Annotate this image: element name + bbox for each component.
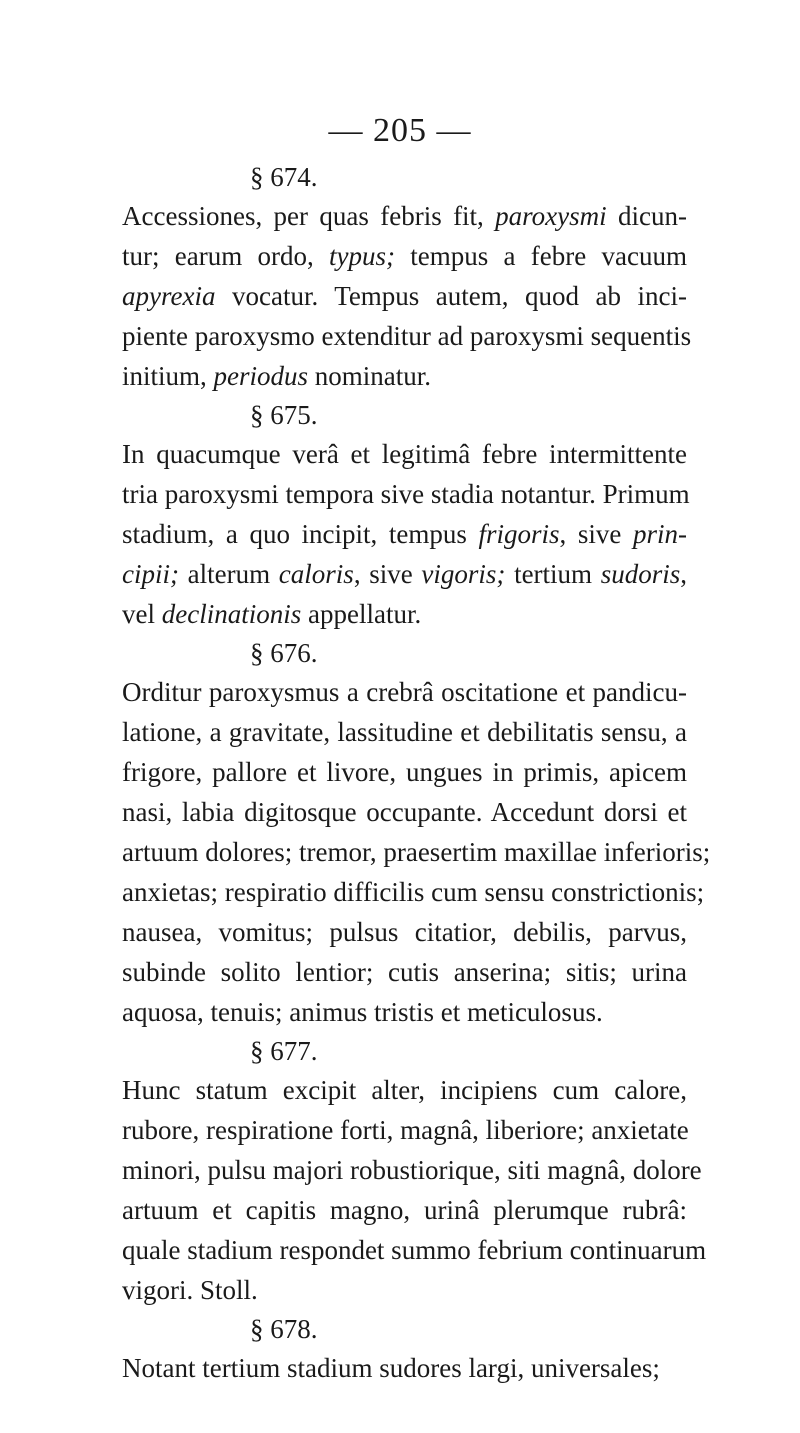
text-line: stadium, a quo incipit, tempus frigoris, sive prin-: [122, 519, 687, 549]
text-line: subinde solito lentior; cutis anserina; sitis; urina: [122, 957, 687, 987]
italic-term: frigoris: [478, 519, 560, 549]
text-line: latione, a gravitate, lassitudine et debilitatis sensu, a: [122, 717, 687, 747]
italic-term: typus;: [329, 241, 395, 271]
italic-term: cipii;: [122, 559, 179, 589]
text-line: apyrexia vocatur. Tempus autem, quod ab inci-: [122, 281, 687, 311]
section-heading: § 676.: [250, 638, 318, 668]
text-line: nausea, vomitus; pulsus citatior, debilis, parvus,: [122, 917, 687, 947]
text-line: Notant tertium stadium sudores largi, universales;: [122, 1353, 660, 1383]
text-line: initium, periodus nominatur.: [122, 361, 432, 391]
italic-term: prin-: [633, 519, 687, 549]
text-line: piente paroxysmo extenditur ad paroxysmi sequentis: [122, 321, 692, 351]
section-heading: § 674.: [250, 162, 318, 192]
body-text: [122, 158, 711, 1388]
italic-term: declinationis: [161, 599, 302, 629]
text-line: Accessiones, per quas febris fit, paroxysmi dicun-: [122, 201, 687, 231]
section-heading: § 678.: [250, 1314, 318, 1344]
text-line: frigore, pallore et livore, ungues in primis, apicem: [122, 757, 687, 787]
page-number: — 205 —: [328, 112, 472, 149]
text-line: aquosa, tenuis; animus tristis et meticulosus.: [122, 997, 603, 1027]
text-line: vel declinationis appellatur.: [122, 599, 422, 629]
text-line: vigori. Stoll.: [122, 1275, 258, 1305]
text-line: cipii; alterum caloris, sive vigoris; tertium sudoris,: [122, 559, 688, 589]
text-line: artuum et capitis magno, urinâ plerumque rubrâ:: [122, 1195, 687, 1225]
italic-term: paroxysmi: [495, 201, 607, 231]
text-line: artuum dolores; tremor, praesertim maxillae inferioris;: [122, 837, 711, 867]
italic-term: vigoris;: [421, 559, 506, 589]
italic-term: caloris: [278, 559, 354, 589]
text-line: Hunc statum excipit alter, incipiens cum calore,: [122, 1075, 687, 1105]
text-line: tria paroxysmi tempora sive stadia notantur. Primum: [122, 479, 690, 509]
text-line: anxietas; respiratio difficilis cum sensu constrictionis;: [122, 877, 705, 907]
section-heading: § 677.: [250, 1036, 318, 1066]
section-heading: § 675.: [250, 400, 318, 430]
italic-term: periodus: [213, 361, 309, 391]
text-line: quale stadium respondet summo febrium continuarum: [122, 1235, 707, 1265]
text-line: rubore, respiratione forti, magnâ, liberiore; anxietate: [122, 1115, 689, 1145]
text-line: In quacumque verâ et legitimâ febre intermittente: [122, 439, 687, 469]
text-line: minori, pulsu majori robustiorique, siti magnâ, dolore: [122, 1155, 702, 1185]
text-line: tur; earum ordo, typus; tempus a febre vacuum: [122, 241, 687, 271]
italic-term: apyrexia: [122, 281, 216, 311]
text-line: nasi, labia digitosque occupante. Accedunt dorsi et: [122, 797, 687, 827]
text-line: Orditur paroxysmus a crebrâ oscitatione et pandicu-: [122, 677, 687, 707]
italic-term: sudoris: [600, 559, 681, 589]
